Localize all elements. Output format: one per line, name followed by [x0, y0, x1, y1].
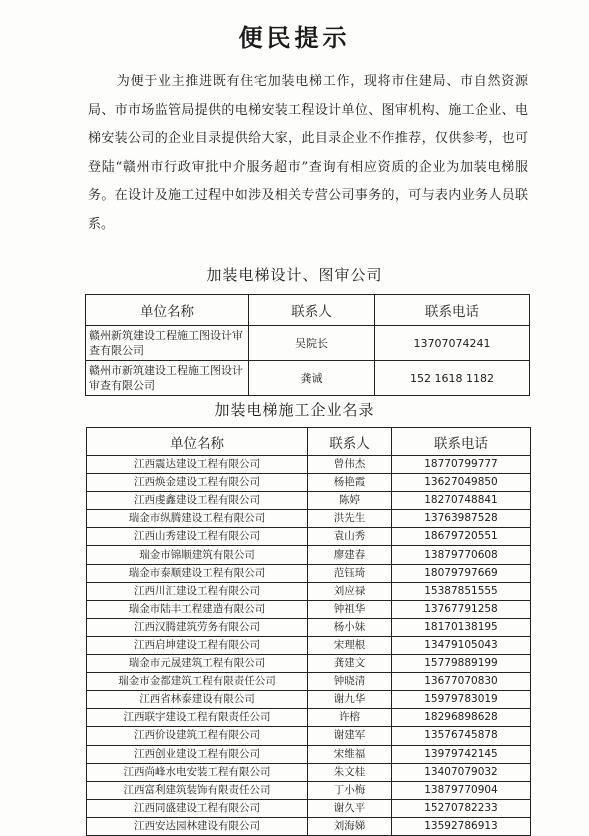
- contact-phone: 18270748841: [392, 492, 531, 510]
- contact-phone: 13576745878: [392, 727, 531, 745]
- table-row: [87, 492, 531, 510]
- table-row: [87, 727, 531, 745]
- construction-section-title: 加装电梯施工企业名录: [214, 401, 375, 419]
- contact-phone: 18170138195: [392, 618, 531, 636]
- company-name: 江西富利建筑装饰有限责任公司: [87, 781, 308, 799]
- company-name: 江西尚峰水电安装工程有限公司: [87, 763, 308, 781]
- contact-person: 范钰琦: [308, 564, 392, 582]
- column-header-phone: 联系电话: [375, 295, 530, 326]
- table-row: [86, 361, 530, 396]
- contact-phone: 15979783019: [392, 691, 531, 709]
- column-header-contact: 联系人: [308, 428, 392, 456]
- contact-phone: 13677070830: [392, 673, 531, 691]
- table-row: [87, 618, 531, 636]
- contact-person: 谢久平: [308, 799, 392, 817]
- table-row: [87, 655, 531, 673]
- contact-phone: 13407079032: [392, 763, 531, 781]
- contact-phone: 13707074241: [375, 326, 530, 361]
- contact-person: 谢九华: [308, 691, 392, 709]
- table-row: [87, 817, 531, 835]
- contact-person: 廖建春: [308, 546, 392, 564]
- table-row: [87, 474, 531, 492]
- contact-phone: 18296898628: [392, 709, 531, 727]
- contact-phone: 18079797669: [392, 564, 531, 582]
- company-name: 江西安达园林建设有限公司: [87, 817, 308, 835]
- table-row: [87, 582, 531, 600]
- contact-phone: 13767791258: [392, 600, 531, 618]
- company-name: 江西山秀建设工程有限公司: [87, 528, 308, 546]
- company-name: 瑞金市金都建筑工程有限责任公司: [87, 673, 308, 691]
- contact-person: 洪先生: [308, 510, 392, 528]
- company-name: 江西启坤建设工程有限公司: [87, 636, 308, 654]
- company-name: 瑞金市元晟建筑工程有限公司: [87, 655, 308, 673]
- table-row: [87, 510, 531, 528]
- contact-phone: 13763987528: [392, 510, 531, 528]
- company-name: 江西虔鑫建设工程有限公司: [87, 492, 308, 510]
- contact-phone: 13627049850: [392, 474, 531, 492]
- contact-person: 钟祖华: [308, 600, 392, 618]
- contact-person: 朱文桂: [308, 763, 392, 781]
- company-name: 赣州市新筑建设工程施工图设计审查有限公司: [86, 361, 249, 396]
- table-row: [87, 781, 531, 799]
- company-name: 江西联宇建设工程有限责任公司: [87, 709, 308, 727]
- contact-person: 吴院长: [249, 326, 375, 361]
- contact-phone: 15779889199: [392, 655, 531, 673]
- contact-person: 杨小妹: [308, 618, 392, 636]
- contact-phone: 15387851555: [392, 582, 531, 600]
- table-row: [87, 564, 531, 582]
- column-header-name: 单位名称: [87, 428, 308, 456]
- table-header-row: [86, 295, 530, 326]
- contact-person: 宋理根: [308, 636, 392, 654]
- contact-phone: 13879770608: [392, 546, 531, 564]
- contact-person: 谢建军: [308, 727, 392, 745]
- company-name: 江西价设建筑工程有限公司: [87, 727, 308, 745]
- contact-person: 刘海娣: [308, 817, 392, 835]
- company-name: 江西焕金建设工程有限公司: [87, 474, 308, 492]
- company-name: 江西汉腾建筑劳务有限公司: [87, 618, 308, 636]
- contact-person: 曾伟杰: [308, 456, 392, 474]
- page-title: 便民提示: [238, 24, 351, 52]
- contact-person: 袁山秀: [308, 528, 392, 546]
- contact-phone: 18679720551: [392, 528, 531, 546]
- intro-text: 为便于业主推进既有住宅加装电梯工作，现将市住建局、市自然资源局、市市场监管局提供的电梯安装工程设计单位、图审机构、施工企业、电梯安装公司的企业目录提供给大家，此目录企业不作推荐，仅供参考，也可登陆“赣州市行政审批中介服务超市”查询有相应资质的企业为加装电梯服务。在设计及施工过程中如涉及相关专营公司事务的，可与表内业务人员联系。: [88, 74, 528, 232]
- contact-person: 龚诚: [249, 361, 375, 396]
- table-header-row: [87, 428, 531, 456]
- company-name: 江西同盛建设工程有限公司: [87, 799, 308, 817]
- table-row: [87, 600, 531, 618]
- contact-person: 刘应禄: [308, 582, 392, 600]
- contact-phone: 152 1618 1182: [375, 361, 530, 396]
- company-name: 瑞金市泰顺建设工程有限公司: [87, 564, 308, 582]
- design-company-table: [85, 294, 530, 396]
- table-row: [87, 799, 531, 817]
- column-header-contact: 联系人: [249, 295, 375, 326]
- company-name: 赣州新筑建设工程施工图设计审查有限公司: [86, 326, 249, 361]
- contact-person: 龚建文: [308, 655, 392, 673]
- table-row: [87, 546, 531, 564]
- company-name: 瑞金市锦顺建筑有限公司: [87, 546, 308, 564]
- column-header-name: 单位名称: [86, 295, 249, 326]
- table-row: [87, 456, 531, 474]
- contact-phone: 18770799777: [392, 456, 531, 474]
- company-name: 瑞金市陆丰工程建造有限公司: [87, 600, 308, 618]
- company-name: 江西创业建设工程有限公司: [87, 745, 308, 763]
- intro-paragraph: [88, 68, 528, 240]
- table-row: [87, 528, 531, 546]
- contact-phone: 13479105043: [392, 636, 531, 654]
- contact-phone: 13979742145: [392, 745, 531, 763]
- contact-phone: 13879770904: [392, 781, 531, 799]
- column-header-phone: 联系电话: [392, 428, 531, 456]
- table-row: [87, 763, 531, 781]
- contact-person: 钟晓清: [308, 673, 392, 691]
- company-name: 江西川汇建设工程有限公司: [87, 582, 308, 600]
- contact-person: 陈婷: [308, 492, 392, 510]
- contact-phone: 15270782233: [392, 799, 531, 817]
- table-row: [86, 326, 530, 361]
- table-row: [87, 709, 531, 727]
- contact-person: 许榕: [308, 709, 392, 727]
- company-name: 瑞金市纵腾建设工程有限公司: [87, 510, 308, 528]
- construction-company-table: [86, 427, 531, 836]
- contact-phone: 13592786913: [392, 817, 531, 835]
- contact-person: 杨艳霞: [308, 474, 392, 492]
- table-row: [87, 745, 531, 763]
- contact-person: 丁小梅: [308, 781, 392, 799]
- company-name: 江西震达建设工程有限公司: [87, 456, 308, 474]
- table-row: [87, 636, 531, 654]
- table-row: [87, 673, 531, 691]
- company-name: 江西省林泰建设有限公司: [87, 691, 308, 709]
- design-section-title: 加装电梯设计、图审公司: [206, 266, 383, 284]
- contact-person: 宋维福: [308, 745, 392, 763]
- construction-table-body: [87, 456, 531, 836]
- table-row: [87, 691, 531, 709]
